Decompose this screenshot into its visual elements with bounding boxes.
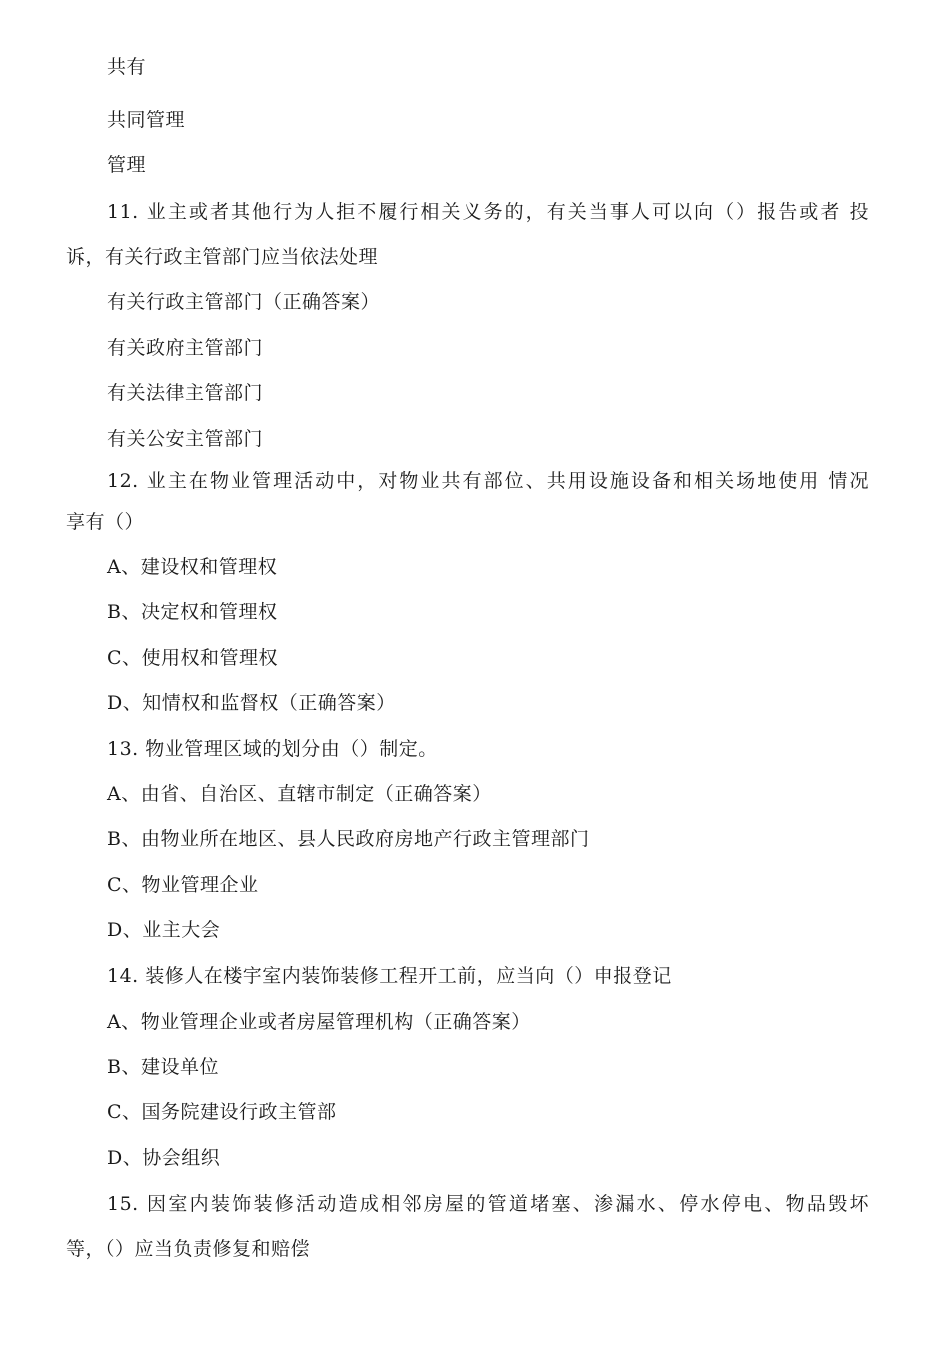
- question-15-text: 15. 因室内装饰装修活动造成相邻房屋的管道堵塞、渗漏水、停水停电、物品毁坏: [107, 1193, 869, 1215]
- question-12-text-cont: 享有（）: [66, 511, 145, 533]
- option-d: D、协会组织: [107, 1147, 221, 1169]
- question-12-text: 12. 业主在物业管理活动中，对物业共有部位、共用设施设备和相关场地使用 情况: [107, 470, 869, 492]
- option-a: A、由省、自治区、直辖市制定（正确答案）: [107, 783, 492, 805]
- option-text: 有关政府主管部门: [107, 337, 264, 359]
- option-text: 共有: [107, 56, 147, 78]
- question-14-text: 14. 装修人在楼宇室内装饰装修工程开工前，应当向（）申报登记: [107, 965, 672, 987]
- option-text: 有关公安主管部门: [107, 428, 264, 450]
- option-c: C、物业管理企业: [107, 874, 259, 896]
- option-text: 共同管理: [107, 109, 186, 131]
- question-15-text-cont: 等，（）应当负责修复和赔偿: [66, 1238, 311, 1260]
- option-text: 管理: [107, 154, 147, 176]
- option-b: B、由物业所在地区、县人民政府房地产行政主管理部门: [107, 828, 590, 850]
- option-d: D、知情权和监督权（正确答案）: [107, 692, 396, 714]
- option-d: D、业主大会: [107, 919, 221, 941]
- option-b: B、建设单位: [107, 1056, 219, 1078]
- question-11-text: 11. 业主或者其他行为人拒不履行相关义务的，有关当事人可以向（）报告或者 投: [107, 201, 869, 223]
- question-11-text-cont: 诉，有关行政主管部门应当依法处理: [66, 246, 379, 268]
- option-a: A、物业管理企业或者房屋管理机构（正确答案）: [107, 1011, 531, 1033]
- question-13-text: 13. 物业管理区域的划分由（）制定。: [107, 738, 438, 760]
- option-c: C、国务院建设行政主管部: [107, 1101, 337, 1123]
- option-a: A、建设权和管理权: [107, 556, 278, 578]
- option-b: B、决定权和管理权: [107, 601, 278, 623]
- option-text: 有关法律主管部门: [107, 382, 264, 404]
- option-c: C、使用权和管理权: [107, 647, 279, 669]
- option-text: 有关行政主管部门（正确答案）: [107, 291, 381, 313]
